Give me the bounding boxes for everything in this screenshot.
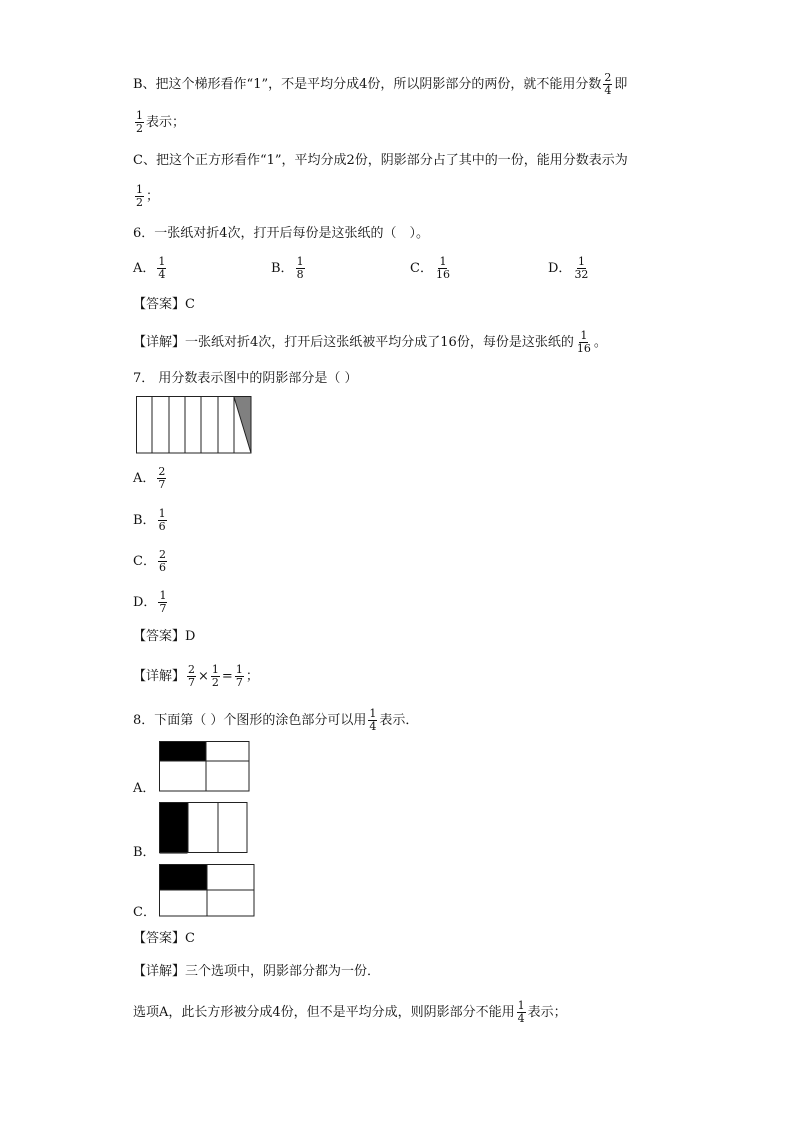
q8-option-a[interactable]: A．: [133, 781, 156, 796]
q5-option-c-line: [133, 152, 628, 170]
q7-option-a[interactable]: A． $\frac{2}{7}$: [133, 465, 166, 491]
q7-detail: 【详解】 $\frac{2}{7}$ × $\frac{1}{2}$ = $\frac{1}{7}$ ；: [133, 663, 259, 689]
q8-answer: 【答案】C: [133, 931, 195, 946]
q7-answer: 【答案】D: [133, 629, 196, 644]
fraction: $\frac{1}{2}$: [136, 109, 143, 135]
q5-option-b-text: B、把这个梯形看作“1”，不是平均分成4份，所以阴影部分的两份，就不能用分数: [133, 77, 602, 92]
q6-detail: 【详解】一张纸对折4次，打开后这张纸被平均分成了16份，每份是这张纸的 $\frac{1}{16}$ 。: [133, 329, 607, 355]
q8-stem: 8．下面第（ ）个图形的涂色部分可以用 $\frac{1}{4}$ 表示．: [133, 707, 419, 733]
q5-option-b-line2: $\frac{1}{2}$ 表示；: [136, 109, 186, 135]
fraction: $\frac{1}{2}$: [136, 183, 143, 209]
q8-b-shaded: [160, 803, 188, 854]
fraction: $\frac{2}{4}$: [604, 71, 612, 97]
q5-option-b-line: B、把这个梯形看作“1”，不是平均分成4份，所以阴影部分的两份，就不能用分数 $\frac{2}{4}$ 即: [133, 71, 628, 97]
q8-option-b[interactable]: B．: [133, 845, 156, 860]
q6-option-d[interactable]: D． $\frac{1}{32}$: [548, 255, 589, 281]
q7-option-c[interactable]: C． $\frac{2}{6}$: [133, 548, 166, 574]
q7-figure-rectangle: [136, 396, 252, 454]
q6-option-b[interactable]: B． $\frac{1}{8}$: [271, 255, 304, 281]
q8-option-c[interactable]: C．: [133, 905, 156, 920]
q8-a-shaded: [160, 742, 207, 761]
q7-stem: 7． 用分数表示图中的阴影部分是（ ）: [133, 371, 358, 386]
q8-detail: 【详解】三个选项中，阴影部分都为一份．: [133, 964, 381, 979]
q5-option-c-line2: $\frac{1}{2}$ ；: [136, 183, 160, 209]
q8-c-shaded: [160, 865, 208, 890]
q7-option-d[interactable]: D． $\frac{1}{7}$: [133, 589, 167, 615]
q6-options: [133, 256, 653, 286]
q6-option-a[interactable]: A． $\frac{1}{4}$: [133, 255, 166, 281]
q8-detail2: 选项A，此长方形被分成4份，但不是平均分成，则阴影部分不能用 $\frac{1}{4}$ 表示；: [133, 999, 567, 1025]
q6-answer: 【答案】C: [133, 297, 195, 312]
q6-option-c[interactable]: C． $\frac{1}{16}$: [410, 255, 450, 281]
q5-option-c-text: C、把这个正方形看作“1”，平均分成2份，阴影部分占了其中的一份，能用分数表示为: [133, 153, 628, 168]
q8-figure-c: [159, 864, 256, 918]
q7-option-b[interactable]: B． $\frac{1}{6}$: [133, 507, 166, 533]
q8-figure-b: [159, 802, 249, 856]
q8-figure-a: [159, 741, 251, 793]
q6-stem: 6．一张纸对折4次，打开后每份是这张纸的（ ）。: [133, 226, 430, 241]
